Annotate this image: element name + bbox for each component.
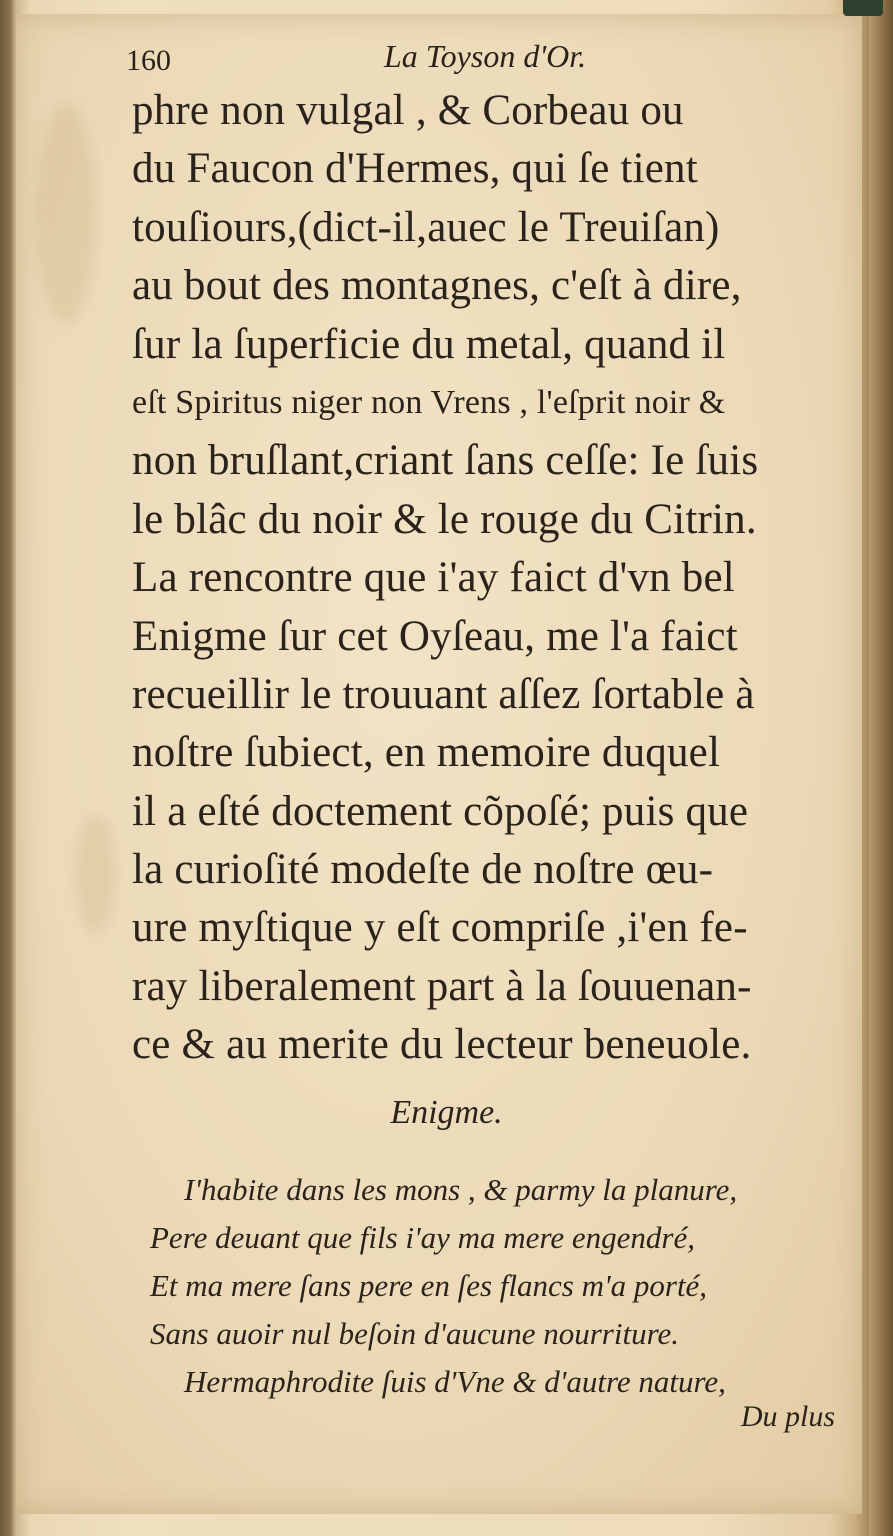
text-line: la curioſité modeſte de noſtre œu- [132, 846, 714, 894]
page-number: 160 [126, 44, 171, 77]
verse-line: Et ma mere ſans pere en ſes flancs m'a porté, [150, 1268, 708, 1303]
catchword: Du plus [740, 1400, 835, 1433]
paper-stain [36, 104, 96, 324]
text-line: au bout des montagnes, c'eſt à dire, [132, 262, 742, 310]
text-line: ure myſtique y eſt compriſe ,i'en fe- [132, 904, 748, 952]
text-line: ſur la ſuperficie du metal, quand il [132, 320, 726, 368]
binding-edge [869, 0, 893, 1536]
text-line: La rencontre que i'ay faict d'vn bel [132, 554, 735, 602]
text-line: ray liberalement part à la ſouuenan- [132, 962, 752, 1010]
text-line: il a eſté doctement cõpoſé; puis que [132, 787, 749, 835]
verse-line: I'habite dans les mons , & parmy la planure, [184, 1172, 738, 1207]
text-line: ce & au merite du lecteur beneuole. [132, 1021, 752, 1069]
verse-block [150, 1166, 850, 1406]
verse-line: Pere deuant que fils i'ay ma mere engendré, [150, 1220, 695, 1255]
body-paragraph [132, 82, 842, 1075]
text-line: eſt Spiritus niger non Vrens , l'eſprit noir & [132, 383, 726, 421]
text-line: phre non vulgal , & Corbeau ou [132, 87, 684, 134]
bookmark-ribbon [843, 0, 883, 16]
running-head [126, 38, 826, 78]
paper-stain [76, 814, 116, 934]
verse-line: Sans auoir nul beſoin d'aucune nourriture. [150, 1316, 680, 1351]
section-heading: Enigme. [390, 1094, 503, 1131]
running-title: La Toyson d'Or. [384, 38, 587, 74]
text-line: noſtre ſubiect, en memoire duquel [132, 729, 721, 777]
text-line: le blâc du noir & le rouge du Citrin. [132, 495, 757, 543]
text-line: recueillir le trouuant aſſez ſortable à [132, 670, 755, 718]
text-line: du Faucon d'Hermes, qui ſe tient [132, 145, 698, 193]
text-line: touſiours,(dict-il,auec le Treuiſan) [132, 203, 720, 251]
text-line: non bruſlant,criant ſans ceſſe: Ie ſuis [132, 437, 759, 485]
text-line: Enigme ſur cet Oyſeau, me l'a faict [132, 612, 738, 660]
verse-line: Hermaphrodite ſuis d'Vne & d'autre nature, [184, 1364, 726, 1399]
